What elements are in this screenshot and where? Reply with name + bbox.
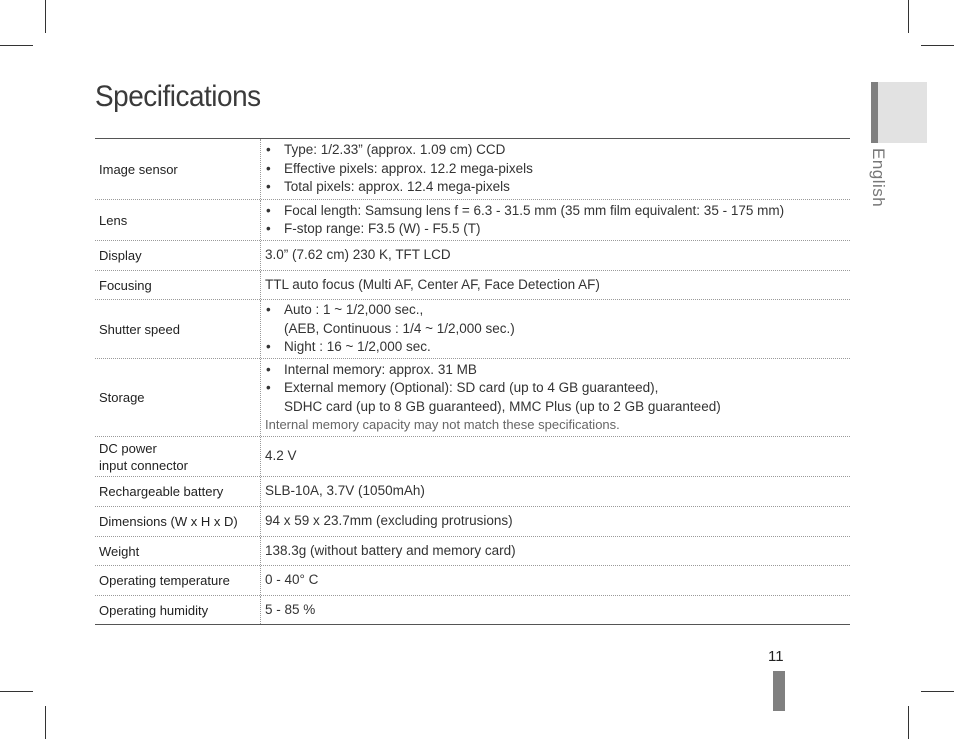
page-number-bar	[773, 671, 785, 711]
spec-bullet: • Night : 16 ~ 1/2,000 sec.	[265, 338, 850, 357]
language-tab-marker	[871, 82, 878, 143]
spec-row-temperature	[95, 566, 850, 596]
spec-bullet: • Auto : 1 ~ 1/2,000 sec.,	[265, 301, 850, 320]
spec-value	[261, 300, 850, 358]
spec-value: 0 - 40° C	[265, 572, 319, 588]
spec-row-dc-power	[95, 437, 850, 477]
spec-table	[95, 138, 850, 625]
spec-note: Internal memory capacity may not match these specifications.	[265, 417, 620, 432]
language-label: English	[869, 148, 888, 208]
spec-label: Storage	[95, 359, 261, 436]
crop-mark	[0, 691, 33, 692]
crop-mark	[908, 0, 909, 33]
spec-value: SLB-10A, 3.7V (1050mAh)	[265, 483, 425, 499]
spec-bullet: • External memory (Optional): SD card (up to 4 GB guaranteed),	[265, 379, 850, 398]
crop-mark	[921, 45, 954, 46]
spec-label-line: input connector	[99, 457, 188, 473]
spec-value: 4.2 V	[265, 448, 297, 464]
spec-bullet: • Effective pixels: approx. 12.2 mega-pixels	[265, 160, 850, 179]
spec-bullet-continuation: SDHC card (up to 8 GB guaranteed), MMC Plus (up to 2 GB guaranteed)	[284, 398, 721, 414]
spec-row-focusing	[95, 271, 850, 300]
spec-label: Weight	[95, 537, 261, 565]
spec-label: Operating temperature	[95, 566, 261, 595]
page-number: 11	[768, 648, 784, 665]
page-title: Specifications	[95, 80, 261, 113]
crop-mark	[45, 706, 46, 739]
spec-row-battery	[95, 477, 850, 507]
spec-label: Display	[95, 241, 261, 270]
spec-bullet: • Total pixels: approx. 12.4 mega-pixels	[265, 178, 850, 197]
spec-label: Shutter speed	[95, 300, 261, 358]
spec-row-display	[95, 241, 850, 271]
spec-bullet-continuation: (AEB, Continuous : 1/4 ~ 1/2,000 sec.)	[284, 320, 515, 336]
language-tab	[876, 82, 927, 143]
crop-mark	[921, 691, 954, 692]
spec-value	[261, 139, 850, 199]
spec-row-dimensions	[95, 507, 850, 537]
spec-label: Rechargeable battery	[95, 477, 261, 506]
spec-value	[261, 359, 850, 436]
spec-row-storage	[95, 359, 850, 437]
spec-bullet: • Type: 1/2.33” (approx. 1.09 cm) CCD	[265, 141, 850, 160]
spec-label: Lens	[95, 200, 261, 240]
spec-row-weight	[95, 537, 850, 566]
spec-row-lens	[95, 200, 850, 241]
spec-value	[261, 200, 850, 240]
crop-mark	[0, 45, 33, 46]
spec-label: Focusing	[95, 271, 261, 299]
spec-value: TTL auto focus (Multi AF, Center AF, Face Detection AF)	[265, 276, 600, 292]
spec-label: Dimensions (W x H x D)	[95, 507, 261, 536]
spec-label: Image sensor	[95, 139, 261, 199]
spec-label	[95, 437, 261, 476]
spec-row-shutter-speed	[95, 300, 850, 359]
spec-value: 138.3g (without battery and memory card)	[265, 542, 516, 558]
spec-row-humidity	[95, 596, 850, 624]
spec-bullet: • F-stop range: F3.5 (W) - F5.5 (T)	[265, 220, 850, 239]
spec-value: 94 x 59 x 23.7mm (excluding protrusions)	[265, 513, 513, 529]
spec-value: 3.0” (7.62 cm) 230 K, TFT LCD	[265, 247, 451, 263]
crop-mark	[45, 0, 46, 33]
spec-bullet: • Internal memory: approx. 31 MB	[265, 361, 850, 380]
spec-value: 5 - 85 %	[265, 601, 316, 617]
spec-bullet: • Focal length: Samsung lens f = 6.3 - 31.5 mm (35 mm film equivalent: 35 - 175 mm)	[265, 202, 850, 221]
crop-mark	[908, 706, 909, 739]
spec-label: Operating humidity	[95, 596, 261, 624]
spec-label-line: DC power	[99, 440, 157, 456]
spec-row-image-sensor	[95, 139, 850, 200]
